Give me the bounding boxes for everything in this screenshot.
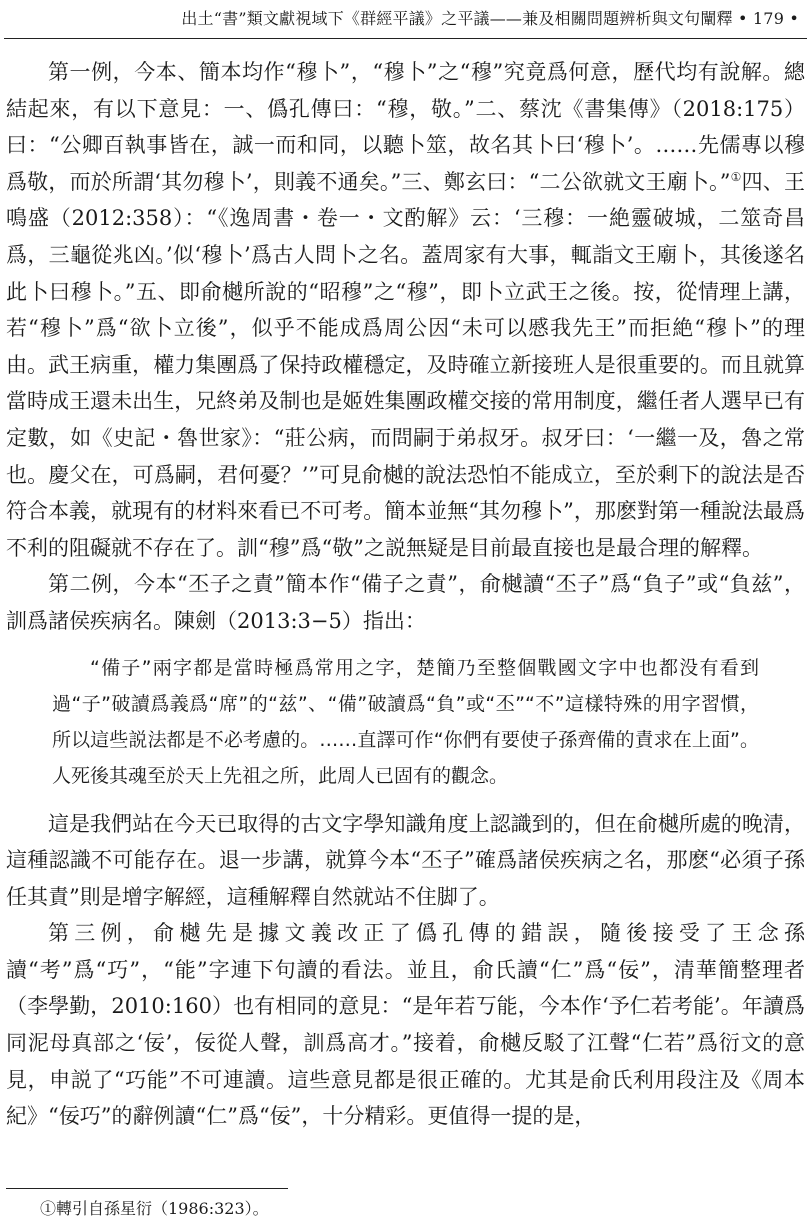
paragraph-1-part-a: 第一例，今本、簡本均作“穆卜”，“穆卜”之“穆”究竟爲何意，歷代均有說解。總結起來，有以下意見：一、僞孔傳曰：“穆，敬。”二、蔡沈《書集傳》（2018:175）曰：“公卿百執事皆在，誠一而和同，以聽卜筮，故名其卜曰‘穆卜’。……先儒專以穆爲敬，而於所謂‘其勿穆卜’，則義不通矣。”三、鄭玄曰：“二公欲就文王廟卜。” (6, 60, 805, 194)
header-rule (4, 38, 807, 39)
block-quote: “備子”兩字都是當時極爲常用之字，楚簡乃至整個戰國文字中也都没有看到過“子”破讀爲義爲“席”的“兹”、“備”破讀爲“負”或“丕”“不”這樣特殊的用字習慣，所以這些説法都是不必考慮的。……直譯可作“你們有要使子孫齊備的責求在上面”。人死後其魂至於天上先祖之所，此周人已固有的觀念。 (52, 656, 759, 787)
paragraph-1 (6, 54, 805, 566)
paragraph-2: 第二例，今本“丕子之責”簡本作“備子之責”，俞樾讀“丕子”爲“負子”或“負兹”，訓爲諸侯疾病名。陳劍（2013:3−5）指出： (6, 572, 805, 633)
footnote-marker: ① (730, 169, 742, 184)
paragraph-4: 第三例，俞樾先是據文義改正了僞孔傳的錯誤，隨後接受了王念孫讀“考”爲“巧”，“能”字連下句讀的看法。並且，俞氏讀“仁”爲“佞”，清華簡整理者（李學勤，2010:160）也有相同的意見：“是年若丂能，今本作‘予仁若考能’。年讀爲同泥母真部之‘佞’，佞從人聲，訓爲高才。”接着，俞樾反駁了江聲“仁若”爲衍文的意見，申説了“巧能”不可連讀。這些意見都是很正確的。尤其是俞氏利用段注及《周本紀》“佞巧”的辭例讀“仁”爲“佞”，十分精彩。更值得一提的是， (6, 921, 805, 1129)
paragraph-1-part-b: 四、王鳴盛（2012:358）：“《逸周書・卷一・文酌解》云：‘三穆：一絶靈破城，二筮奇昌爲，三龜從兆凶。’似‘穆卜’爲古人問卜之名。蓋周家有大事，輒詣文王廟卜，其後遂名此卜曰穆卜。”五、即俞樾所說的“昭穆”之“穆”，即卜立武王之後。按，從情理上講，若“穆卜”爲“欲卜立後”，似乎不能成爲周公因“未可以慼我先王”而拒絶“穆卜”的理由。武王病重，權力集團爲了保持政權穩定，及時確立新接班人是很重要的。而且就算當時成王還未出生，兄終弟及制也是姬姓集團政權交接的常用制度，繼任者人選早已有定數，如《史記・魯世家》：“莊公病，而問嗣于弟叔牙。叔牙曰：‘一繼一及，魯之常也。慶父在，可爲嗣，君何憂？’”可見俞樾的說法恐怕不能成立，至於剩下的說法是否符合本義，就現有的材料來看已不可考。簡本並無“其勿穆卜”，那麽對第一種說法最爲不利的阻礙就不存在了。訓“穆”爲“敬”之説無疑是目前最直接也是最合理的解釋。 (6, 169, 805, 560)
footnote: ①轉引自孫星衍（1986:323）。 (40, 1199, 269, 1218)
paragraph-3: 這是我們站在今天已取得的古文字學知識角度上認識到的，但在俞樾所處的晚清，這種認識不可能存在。退一步講，就算今本“丕子”確爲諸侯疾病之名，那麽“必須子孫任其責”則是增字解經，這種解釋自然就站不住脚了。 (6, 811, 805, 909)
footnote-rule (6, 1188, 288, 1189)
running-head: 出土“書”類文獻視域下《群經平議》之平議——兼及相關問題辨析與文句闡釋 • 179 • (181, 9, 799, 28)
body-text (6, 54, 805, 1135)
